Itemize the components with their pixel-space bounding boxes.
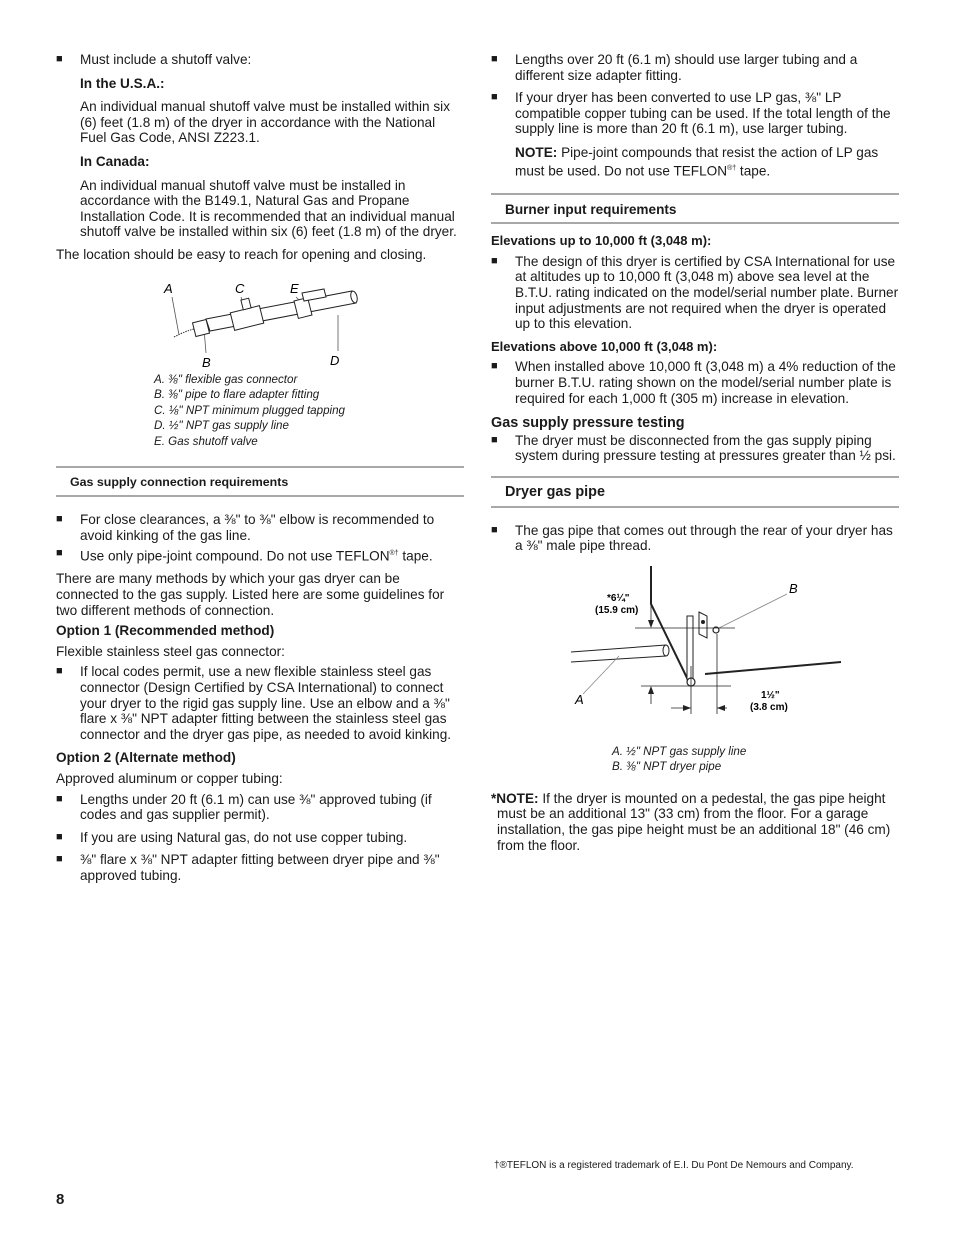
option2-bullet: ■ If you are using Natural gas, do not use copper tubing. (56, 830, 464, 846)
dryer-pipe-bullet: ■ The gas pipe that comes out through the rear of your dryer has a ⅜" male pipe thread. (491, 523, 899, 554)
canada-text: An individual manual shutoff valve must be installed in accordance with the B149.1, Natural Gas and Propane Installation Code. It is recommended that an individual manual shutoff valve be installed within six (6) feet (1.8 m) of the dryer. (80, 177, 457, 240)
dimension-height-line2: (15.9 cm) (595, 604, 639, 616)
label-a: A (575, 691, 584, 707)
elevation-up-heading: Elevations up to 10,000 ft (3,048 m): (491, 233, 712, 249)
usa-heading: In the U.S.A.: (80, 75, 165, 91)
lp-bullet: ■ If your dryer has been converted to use LP gas, ⅜" LP compatible copper tubing can be used. If the total length of the supply line is more than 20 ft (6.1 m), use larger tubing. (491, 90, 899, 137)
teflon-bullet: ■ Use only pipe-joint compound. Do not use TEFLON®† tape. (56, 546, 464, 564)
option2-heading: Option 2 (Alternate method) (56, 750, 236, 766)
shutoff-valve-diagram (56, 269, 464, 379)
section-heading-burner: Burner input requirements (491, 193, 899, 225)
elevation-up-bullet: ■ The design of this dryer is certified by CSA International for use at altitudes up to 10,000 ft (3,048 m) above sea level at the B.T.U. rating indicated on the model/serial number plate. Burner input adjustments are not required when the dryer is operated up to this elevation. (491, 254, 899, 332)
figure1-caption-d: D. ½" NPT gas supply line (154, 419, 289, 433)
option1-bullet: ■ If local codes permit, use a new flexible stainless steel gas connector (Design Certified by CSA International) to connect your dryer to the rigid gas supply line. Use an elbow and a ⅜" flare x ⅜" NPT adapter fitting between the stainless steel gas connector and the dryer gas pipe, as needed to avoid kinking. (56, 664, 464, 742)
label-e: E (290, 280, 299, 296)
location-text: The location should be easy to reach for opening and closing. (56, 246, 427, 262)
shutoff-valve-figure (56, 269, 464, 459)
label-b: B (202, 354, 211, 370)
lengths-bullet: ■ Lengths over 20 ft (6.1 m) should use larger tubing and a different size adapter fitting. (491, 52, 899, 83)
figure1-caption-a: A. ⅜" flexible gas connector (154, 372, 298, 386)
section-heading-gas-supply: Gas supply connection requirements (56, 466, 464, 498)
label-c: C (235, 280, 245, 296)
canada-heading: In Canada: (80, 153, 150, 169)
lp-note: NOTE: Pipe-joint compounds that resist the action of LP gas must be used. Do not use TEFLON®† tape. (515, 144, 879, 179)
option1-heading: Option 1 (Recommended method) (56, 623, 275, 639)
option2-bullet: ■ Lengths under 20 ft (6.1 m) can use ⅜" approved tubing (if codes and gas supplier permit). (56, 792, 464, 823)
pedestal-note: *NOTE: If the dryer is mounted on a pedestal, the gas pipe height must be an additional 13" (33 cm) from the floor. For a garage installation, the gas pipe height must be an additional 18" (46 cm) from the floor. (491, 790, 891, 853)
dimension-height-line1: *6¼" (607, 592, 630, 604)
option1-sub: Flexible stainless steel gas connector: (56, 643, 285, 659)
figure2-caption-a: A. ½" NPT gas supply line (612, 744, 747, 758)
clearance-bullet: ■ For close clearances, a ⅜" to ⅜" elbow is recommended to avoid kinking of the gas line. (56, 512, 464, 543)
figure1-caption-b: B. ⅜" pipe to flare adapter fitting (154, 388, 320, 402)
right-column (491, 52, 899, 853)
dryer-pipe-diagram (491, 554, 899, 744)
trademark-footnote: †®TEFLON is a registered trademark of E.I. Du Pont De Nemours and Company. (494, 1160, 854, 1171)
label-a: A (164, 280, 173, 296)
label-b: B (789, 580, 798, 596)
pressure-testing-bullet: ■ The dryer must be disconnected from the gas supply piping system during pressure testing at pressures greater than ½ psi. (491, 433, 899, 464)
option2-sub: Approved aluminum or copper tubing: (56, 770, 283, 786)
methods-text: There are many methods by which your gas dryer can be connected to the gas supply. Listed here are some guidelines for two different methods of connection. (56, 571, 445, 618)
pressure-testing-heading: Gas supply pressure testing (491, 415, 685, 432)
section-heading-dryer-gas-pipe: Dryer gas pipe (491, 476, 899, 508)
dryer-pipe-figure (491, 554, 899, 786)
elevation-above-bullet: ■ When installed above 10,000 ft (3,048 m) a 4% reduction of the burner B.T.U. rating shown on the model/serial number plate is required for each 1,000 ft (305 m) increase in elevation. (491, 359, 899, 406)
page-number: 8 (56, 1191, 65, 1208)
shutoff-bullet: ■ Must include a shutoff valve: (56, 52, 464, 68)
figure2-caption-b: B. ⅜" NPT dryer pipe (612, 760, 722, 774)
label-d: D (330, 352, 340, 368)
usa-text: An individual manual shutoff valve must be installed within six (6) feet (1.8 m) of the dryer in accordance with the National Fuel Gas Code, ANSI Z223.1. (80, 99, 450, 146)
figure1-caption-e: E. Gas shutoff valve (154, 434, 258, 448)
dimension-width-line1: 1½" (761, 689, 780, 701)
option2-bullet: ■ ⅜" flare x ⅜" NPT adapter fitting between dryer pipe and ⅜" approved tubing. (56, 852, 464, 883)
elevation-above-heading: Elevations above 10,000 ft (3,048 m): (491, 338, 718, 354)
figure1-caption-c: C. ⅛" NPT minimum plugged tapping (154, 403, 345, 417)
dimension-width-line2: (3.8 cm) (750, 701, 788, 713)
left-column (56, 52, 464, 884)
